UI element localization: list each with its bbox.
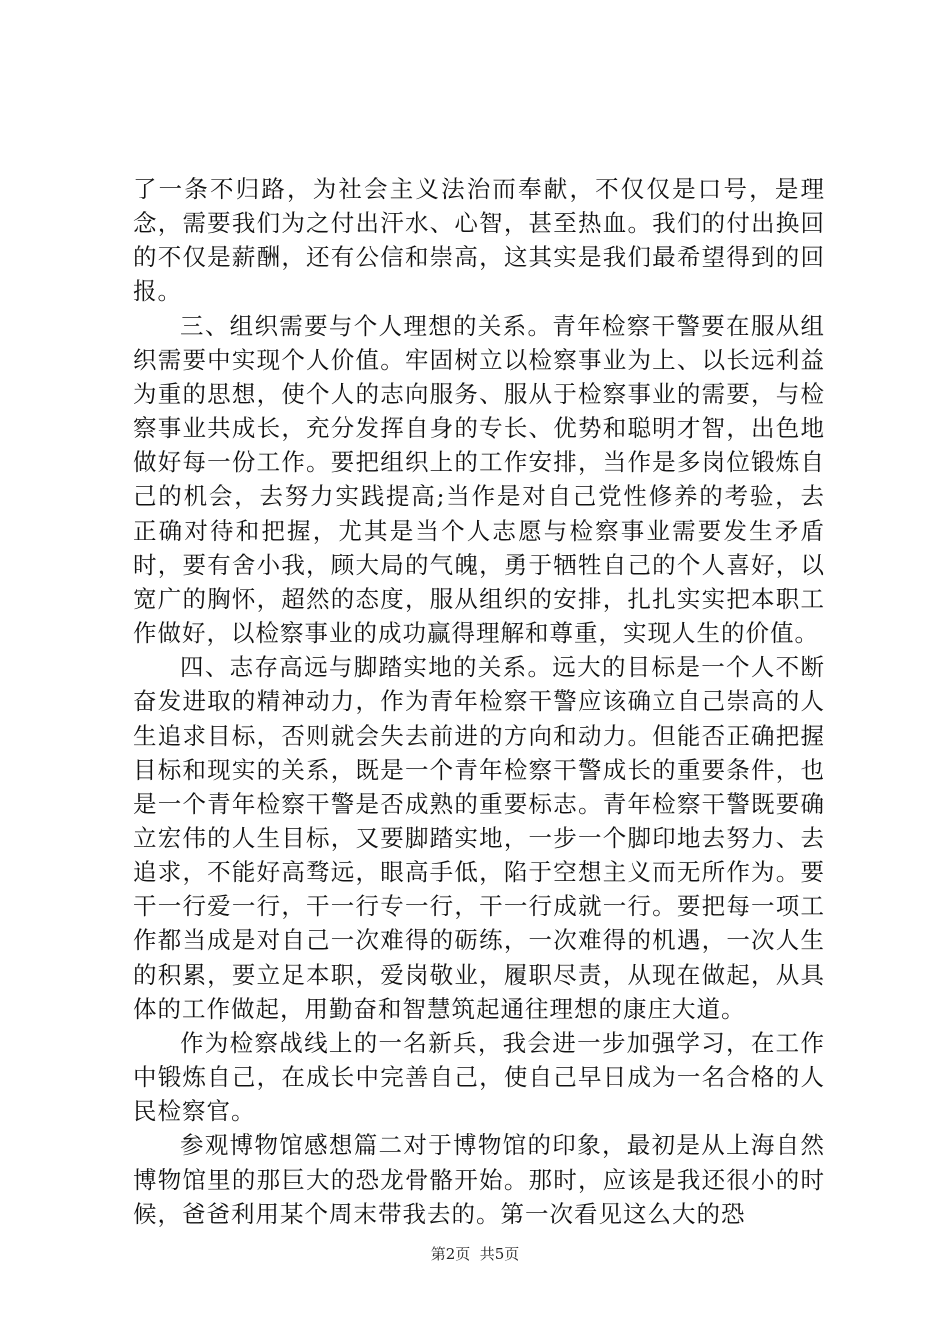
page-footer xyxy=(0,1244,950,1264)
paragraph-section-three: 三、组织需要与个人理想的关系。青年检察干警要在服从组织需要中实现个人价值。牢固树立以检察事业为上、以长远利益为重的思想，使个人的志向服务、服从于检察事业的需要，与检察事业共成长，充分发挥自身的专长、优势和聪明才智，出色地做好每一份工作。要把组织上的工作安排，当作是多岗位锻炼自己的机会，去努力实践提高;当作是对自己党性修养的考验，去正确对待和把握，尤其是当个人志愿与检察事业需要发生矛盾时，要有舍小我，顾大局的气魄，勇于牺牲自己的个人喜好，以宽广的胸怀，超然的态度，服从组织的安排，扎扎实实把本职工作做好，以检察事业的成功赢得理解和尊重，实现人生的价值。 xyxy=(133,311,825,648)
page-number: 第2页 共5页 xyxy=(430,1245,520,1263)
paragraph-article-two: 参观博物馆感想篇二对于博物馆的印象，最初是从上海自然博物馆里的那巨大的恐龙骨骼开始。那时，应该是我还很小的时候，爸爸利用某个周末带我去的。第一次看见这么大的恐 xyxy=(133,1131,825,1228)
paragraph-section-four: 四、志存高远与脚踏实地的关系。远大的目标是一个人不断奋发进取的精神动力，作为青年检察干警应该确立自己崇高的人生追求目标，否则就会失去前进的方向和动力。但能否正确把握目标和现实的关系，既是一个青年检察干警成长的重要条件，也是一个青年检察干警是否成熟的重要标志。青年检察干警既要确立宏伟的人生目标，又要脚踏实地，一步一个脚印地去努力、去追求，不能好高骛远，眼高手低，陷于空想主义而无所作为。要干一行爱一行，干一行专一行，干一行成就一行。要把每一项工作都当成是对自己一次难得的砺练，一次难得的机遇，一次人生的积累，要立足本职，爱岗敬业，履职尽责，从现在做起，从具体的工作做起，用勤奋和智慧筑起通往理想的康庄大道。 xyxy=(133,653,825,1023)
paragraph-conclusion: 作为检察战线上的一名新兵，我会进一步加强学习，在工作中锻炼自己，在成长中完善自己，使自己早日成为一名合格的人民检察官。 xyxy=(133,1028,825,1126)
document-body xyxy=(133,172,825,1231)
paragraph-continuation: 了一条不归路，为社会主义法治而奉献，不仅仅是口号，是理念，需要我们为之付出汗水、心智，甚至热血。我们的付出换回的不仅是薪酬，还有公信和崇高，这其实是我们最希望得到的回报。 xyxy=(133,175,825,306)
